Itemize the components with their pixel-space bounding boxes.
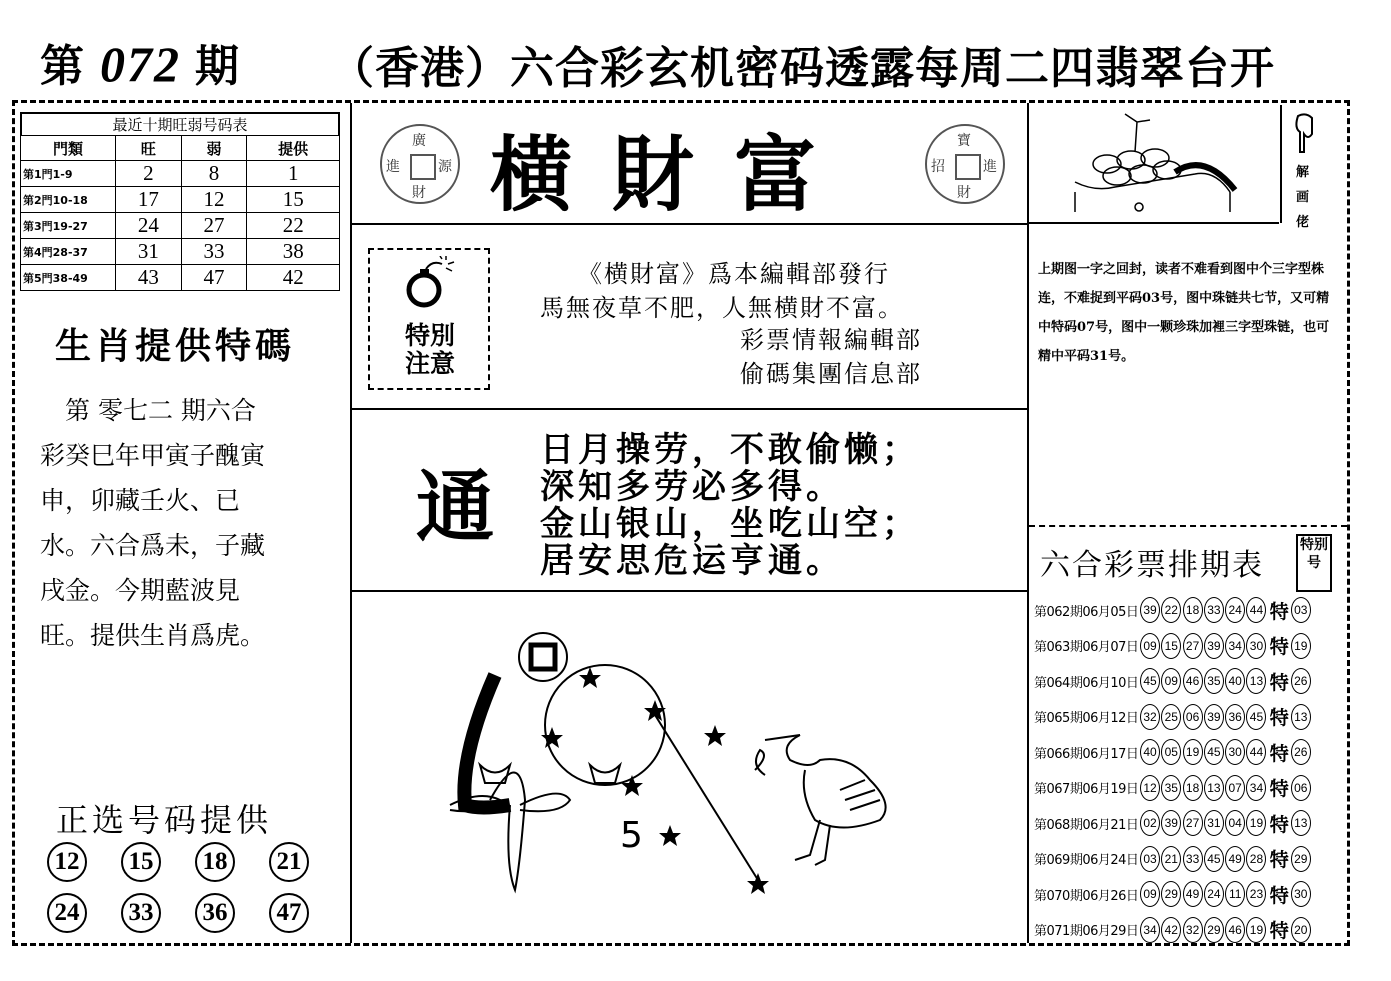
special-ball: 26: [1291, 668, 1311, 694]
draw-date: 第065期06月12日: [1034, 711, 1139, 726]
zodiac-line: 水。六合爲未，子藏: [40, 531, 266, 560]
illustration-digit: 5: [620, 815, 643, 856]
draw-ball: 18: [1183, 597, 1203, 623]
table-header-row: [21, 136, 340, 161]
pick-number: 36: [195, 893, 235, 933]
draw-ball: 13: [1246, 668, 1266, 694]
draw-ball: 07: [1225, 775, 1245, 801]
col-header-hot: 旺: [116, 136, 182, 161]
draw-ball: 33: [1204, 597, 1224, 623]
special-marker: 特: [1269, 742, 1289, 765]
draw-date: 第069期06月24日: [1034, 853, 1139, 868]
row-label: 第1門1-9: [21, 161, 116, 187]
draw-ball: 46: [1183, 668, 1203, 694]
draw-ball: 27: [1183, 633, 1203, 659]
schedule-row: [1034, 701, 1312, 733]
schedule-row: [1034, 772, 1312, 804]
draw-ball: 45: [1204, 846, 1224, 872]
cold-value: 33: [181, 239, 247, 265]
zodiac-line: 旺。提供生肖爲虎。: [40, 621, 266, 650]
coin-char: 廣: [412, 133, 426, 149]
offer-value: 1: [247, 161, 340, 187]
draw-date: 第068期06月21日: [1034, 817, 1139, 833]
special-ball: 20: [1291, 917, 1311, 943]
row-label: 第4門28-37: [21, 239, 116, 265]
row-label: 第2門10-18: [21, 187, 116, 213]
draw-ball: 36: [1225, 704, 1245, 730]
draw-ball: 25: [1161, 704, 1181, 730]
table-row: [21, 161, 340, 187]
picks-title: 正选号码提供: [56, 801, 273, 839]
table-row: [21, 187, 340, 213]
draw-ball: 12: [1140, 775, 1160, 801]
notice-label-line2: 注意: [404, 349, 455, 378]
draw-ball: 29: [1161, 881, 1181, 907]
special-marker: 特: [1269, 849, 1289, 871]
draw-ball: 06: [1183, 704, 1203, 730]
coin-right-icon: [925, 124, 1005, 204]
pick-number: 24: [47, 893, 87, 933]
draw-ball: 31: [1204, 810, 1224, 836]
divider-notice: [352, 408, 1027, 410]
divider-poem: [352, 590, 1027, 592]
hot-value: 2: [116, 161, 182, 187]
draw-ball: 49: [1183, 881, 1203, 907]
draw-ball: 09: [1140, 881, 1160, 907]
draw-ball: 39: [1204, 704, 1224, 730]
draw-ball: 22: [1161, 597, 1181, 623]
special-ball: 29: [1291, 846, 1311, 872]
hot-value: 17: [116, 187, 182, 213]
draw-ball: 15: [1161, 633, 1181, 659]
draw-ball: 27: [1183, 810, 1203, 836]
draw-ball: 34: [1140, 917, 1160, 943]
draw-ball: 09: [1140, 633, 1160, 659]
poem-line: 日月操劳，不敢偷懒；: [540, 430, 920, 470]
col-header-offer: 提供: [247, 136, 340, 161]
draw-ball: 45: [1246, 704, 1266, 730]
draw-ball: 32: [1183, 917, 1203, 943]
draw-ball: 33: [1183, 846, 1203, 872]
notice-label-line1: 特別: [404, 321, 455, 350]
schedule-row: [1034, 807, 1312, 839]
draw-ball: 03: [1140, 846, 1160, 872]
zodiac-line: 第 零七二 期六合: [40, 396, 256, 425]
schedule-row: [1034, 630, 1312, 662]
draw-ball: 32: [1140, 704, 1160, 730]
coin-char: 寶: [957, 133, 971, 149]
coin-char: 財: [957, 185, 971, 201]
pick-number: 12: [47, 842, 87, 882]
key-character: 通: [416, 463, 495, 553]
notice-label: [380, 322, 480, 378]
draw-ball: 39: [1204, 633, 1224, 659]
schedule-title: 六合彩票排期表: [1040, 548, 1264, 583]
pick-number: 47: [269, 893, 309, 933]
draw-ball: 09: [1161, 668, 1181, 694]
draw-ball: 21: [1161, 846, 1181, 872]
coin-char: 進: [386, 159, 400, 175]
pick-number: 18: [195, 842, 235, 882]
zodiac-text: [40, 388, 320, 658]
zodiac-title: 生肖提供特碼: [55, 326, 296, 367]
col-header-category: 門類: [21, 136, 116, 161]
poem-line: 深知多劳必多得。: [540, 467, 844, 507]
notice-line: 彩票情報編輯部: [740, 326, 922, 354]
notice-line: 馬無夜草不肥，人無横財不富。: [540, 294, 904, 322]
row-label: 第3門19-27: [21, 213, 116, 239]
draw-ball: 42: [1161, 917, 1181, 943]
draw-date: 第067期06月19日: [1034, 782, 1139, 797]
schedule-row: [1034, 665, 1312, 697]
draw-date: 第064期06月10日: [1034, 675, 1139, 691]
pick-number: 21: [269, 842, 309, 882]
hot-cold-table: [20, 112, 340, 291]
schedule-row: [1034, 878, 1312, 910]
page-title: （香港）六合彩玄机密码透露每周二四翡翠台开: [330, 43, 1275, 94]
draw-ball: 23: [1246, 881, 1266, 907]
special-ball: 30: [1291, 881, 1311, 907]
hint-text: 上期图一字之回封，读者不难看到图中个三字型株连，不难捉到平码03号，图中珠链共七节，又可精中特码07号，图中一颗珍珠加裡三字型珠链，也可精中平码31号。: [1038, 262, 1330, 364]
col-header-cold: 弱: [181, 136, 247, 161]
special-marker: 特: [1269, 813, 1289, 836]
issue-heading: [40, 30, 241, 94]
draw-date: 第071期06月29日: [1034, 924, 1139, 939]
hint-label: 解画佬: [1296, 165, 1310, 230]
special-ball: 13: [1291, 704, 1311, 730]
table-row: [21, 213, 340, 239]
bomb-icon: [402, 256, 462, 310]
zodiac-line: 戌金。今期藍波見: [40, 576, 241, 605]
special-ball: 13: [1291, 810, 1311, 836]
divider-schedule: [1029, 525, 1347, 527]
schedule-row: [1034, 736, 1312, 768]
issue-number: 072: [100, 36, 181, 92]
draw-ball: 24: [1204, 881, 1224, 907]
zodiac-line: 彩癸巳年甲寅子醜寅: [40, 441, 266, 470]
issue-prefix: 第: [40, 41, 86, 92]
cold-value: 47: [181, 265, 247, 291]
coin-char: 進: [983, 159, 997, 175]
issue-suffix: 期: [195, 41, 241, 92]
draw-date: 第062期06月05日: [1034, 604, 1139, 620]
draw-ball: 11: [1225, 881, 1245, 907]
hot-cold-caption: 最近十期旺弱号码表: [20, 112, 340, 135]
offer-value: 38: [247, 239, 340, 265]
poem: [540, 432, 920, 580]
schedule-row: [1034, 594, 1312, 626]
poem-line: 金山银山，坐吃山空；: [540, 504, 920, 544]
divider-hint: [1029, 222, 1279, 224]
divider-left: [350, 103, 352, 943]
special-ball: 03: [1291, 597, 1311, 623]
draw-ball: 35: [1161, 775, 1181, 801]
draw-ball: 49: [1225, 846, 1245, 872]
cold-value: 8: [181, 161, 247, 187]
brand-title: 横財富: [490, 127, 857, 223]
draw-ball: 19: [1246, 810, 1266, 836]
draw-ball: 40: [1225, 668, 1245, 694]
draw-date: 第070期06月26日: [1034, 888, 1139, 904]
draw-date: 第063期06月07日: [1034, 640, 1139, 655]
poem-line: 居安思危运亨通。: [540, 541, 844, 581]
draw-ball: 19: [1246, 917, 1266, 943]
special-marker: 特: [1269, 600, 1289, 623]
schedule-row: [1034, 914, 1312, 946]
notice-line: 偷碼集團信息部: [740, 360, 922, 388]
draw-ball: 34: [1225, 633, 1245, 659]
table-row: [21, 265, 340, 291]
offer-value: 42: [247, 265, 340, 291]
special-ball: 26: [1291, 739, 1311, 765]
draw-ball: 29: [1204, 917, 1224, 943]
schedule-row: [1034, 843, 1312, 875]
special-number-label: 特别号: [1296, 534, 1332, 592]
draw-ball: 35: [1204, 668, 1224, 694]
hot-value: 24: [116, 213, 182, 239]
cold-value: 27: [181, 213, 247, 239]
offer-value: 15: [247, 187, 340, 213]
special-marker: 特: [1269, 671, 1289, 694]
draw-ball: 45: [1140, 668, 1160, 694]
pick-number: 33: [121, 893, 161, 933]
draw-ball: 28: [1246, 846, 1266, 872]
notice-line: 《横財富》爲本編輯部發行: [578, 260, 890, 288]
pearl-chain-illustration: [1055, 112, 1255, 217]
zodiac-line: 申，卯藏壬火、已: [40, 486, 241, 515]
draw-ball: 45: [1204, 739, 1224, 765]
special-marker: 特: [1269, 707, 1289, 729]
hot-value: 43: [116, 265, 182, 291]
draw-ball: 30: [1246, 633, 1266, 659]
draw-date: 第066期06月17日: [1034, 746, 1139, 762]
special-ball: 06: [1291, 775, 1311, 801]
coin-char: 源: [438, 159, 452, 175]
row-label: 第5門38-49: [21, 265, 116, 291]
cold-value: 12: [181, 187, 247, 213]
draw-ball: 46: [1225, 917, 1245, 943]
divider-right: [1027, 103, 1029, 943]
hot-value: 31: [116, 239, 182, 265]
coin-char: 招: [931, 159, 945, 175]
special-marker: 特: [1269, 884, 1289, 907]
draw-ball: 05: [1161, 739, 1181, 765]
coin-char: 財: [412, 185, 426, 201]
draw-ball: 02: [1140, 810, 1160, 836]
pointing-hand-icon: [1292, 112, 1320, 156]
draw-ball: 13: [1204, 775, 1224, 801]
draw-ball: 24: [1225, 597, 1245, 623]
draw-ball: 04: [1225, 810, 1245, 836]
special-marker: 特: [1269, 778, 1289, 800]
draw-ball: 18: [1183, 775, 1203, 801]
draw-ball: 44: [1246, 597, 1266, 623]
draw-ball: 44: [1246, 739, 1266, 765]
draw-ball: 30: [1225, 739, 1245, 765]
coin-left-icon: [380, 124, 460, 204]
pick-number: 15: [121, 842, 161, 882]
special-marker: 特: [1269, 920, 1289, 942]
draw-ball: 19: [1183, 739, 1203, 765]
divider-hint-label: [1280, 105, 1282, 223]
draw-ball: 34: [1246, 775, 1266, 801]
draw-ball: 40: [1140, 739, 1160, 765]
offer-value: 22: [247, 213, 340, 239]
draw-ball: 39: [1161, 810, 1181, 836]
special-marker: 特: [1269, 636, 1289, 658]
riddle-illustration: [420, 615, 920, 915]
draw-ball: 39: [1140, 597, 1160, 623]
table-row: [21, 239, 340, 265]
special-ball: 19: [1291, 633, 1311, 659]
